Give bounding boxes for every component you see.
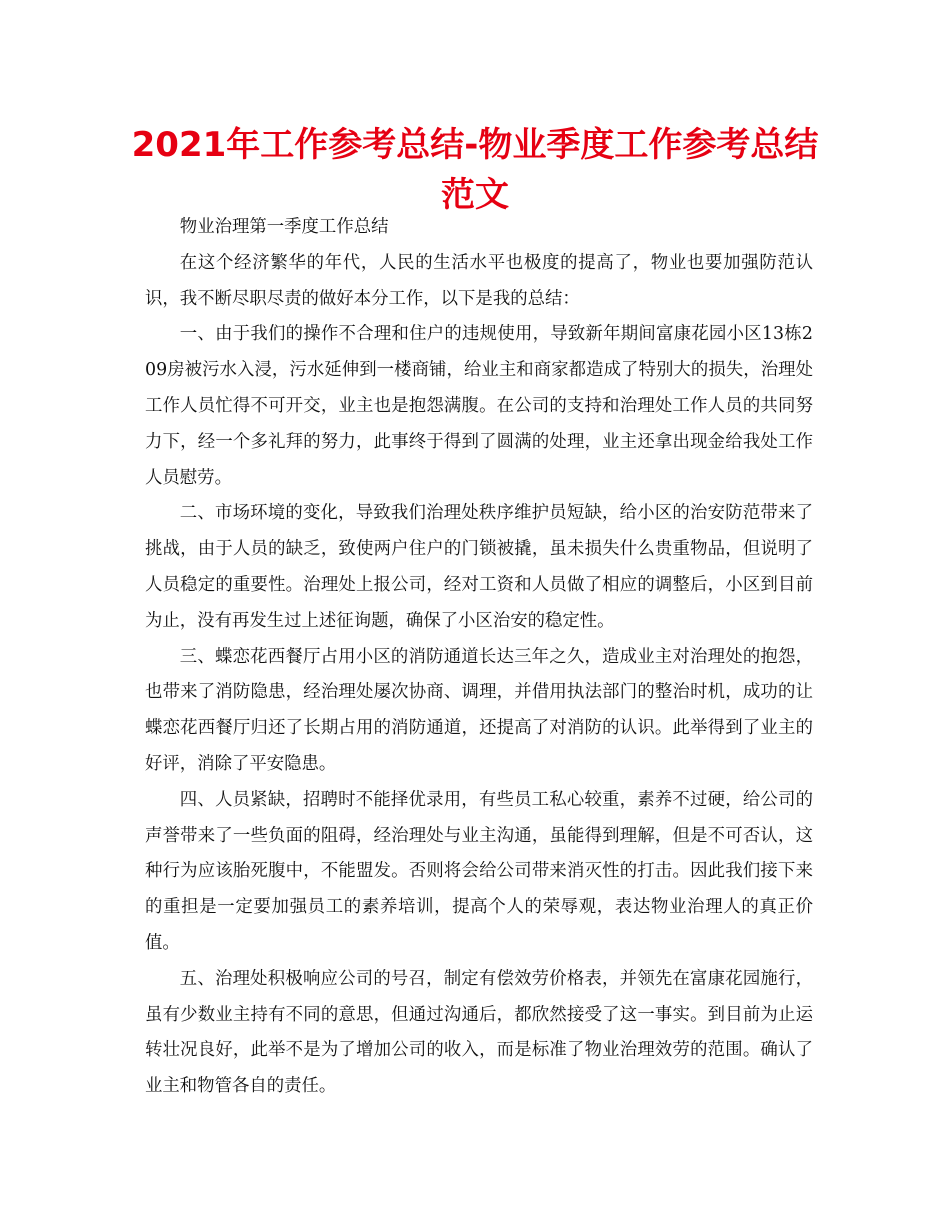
paragraph-intro: 在这个经济繁华的年代，人民的生活水平也极度的提高了，物业也要加强防范认识，我不断尽职尽责的做好本分工作，以下是我的总结： — [145, 252, 813, 309]
document-body — [145, 210, 813, 1105]
paragraph-heading: 物业治理第一季度工作总结 — [179, 217, 389, 237]
paragraph-item-4: 四、人员紧缺，招聘时不能择优录用，有些员工私心较重，素养不过硬，给公司的声誉带来了一些负面的阻碍，经治理处与业主沟通，虽能得到理解，但是不可否认，这种行为应该胎死腹中，不能盟发。否则将会给公司带来消灭性的打击。因此我们接下来的重担是一定要加强员工的素养培训，提高个人的荣辱观，表达物业治理人的真正价值。 — [145, 789, 813, 953]
paragraph-item-1: 一、由于我们的操作不合理和住户的违规使用，导致新年期间富康花园小区13栋209房被污水入浸，污水延伸到一楼商铺，给业主和商家都造成了特别大的损失，治理处工作人员忙得不可开交，业主也是抱怨满腹。在公司的支持和治理处工作人员的共同努力下，经一个多礼拜的努力，此事终于得到了圆满的处理，业主还拿出现金给我处工作人员慰劳。 — [145, 324, 813, 488]
document-title: 2021年工作参考总结-物业季度工作参考总结范文 — [131, 125, 819, 215]
paragraph-item-3: 三、蝶恋花西餐厅占用小区的消防通道长达三年之久，造成业主对治理处的抱怨，也带来了消防隐患，经治理处屡次协商、调理，并借用执法部门的整治时机，成功的让蝶恋花西餐厅归还了长期占用的消防通道，还提高了对消防的认识。此举得到了业主的好评，消除了平安隐患。 — [145, 646, 813, 774]
paragraph-item-5: 五、治理处积极响应公司的号召，制定有偿效劳价格表，并领先在富康花园施行，虽有少数业主持有不同的意思，但通过沟通后，都欣然接受了这一事实。到目前为止运转壮况良好，此举不是为了增加公司的收入，而是标准了物业治理效劳的范围。确认了业主和物管各自的责任。 — [145, 968, 813, 1097]
paragraph-item-2: 二、市场环境的变化，导致我们治理处秩序维护员短缺，给小区的治安防范带来了挑战，由于人员的缺乏，致使两户住户的门锁被撬，虽未损失什么贵重物品，但说明了人员稳定的重要性。治理处上报公司，经对工资和人员做了相应的调整后，小区到目前为止，没有再发生过上述征询题，确保了小区治安的稳定性。 — [145, 503, 813, 631]
